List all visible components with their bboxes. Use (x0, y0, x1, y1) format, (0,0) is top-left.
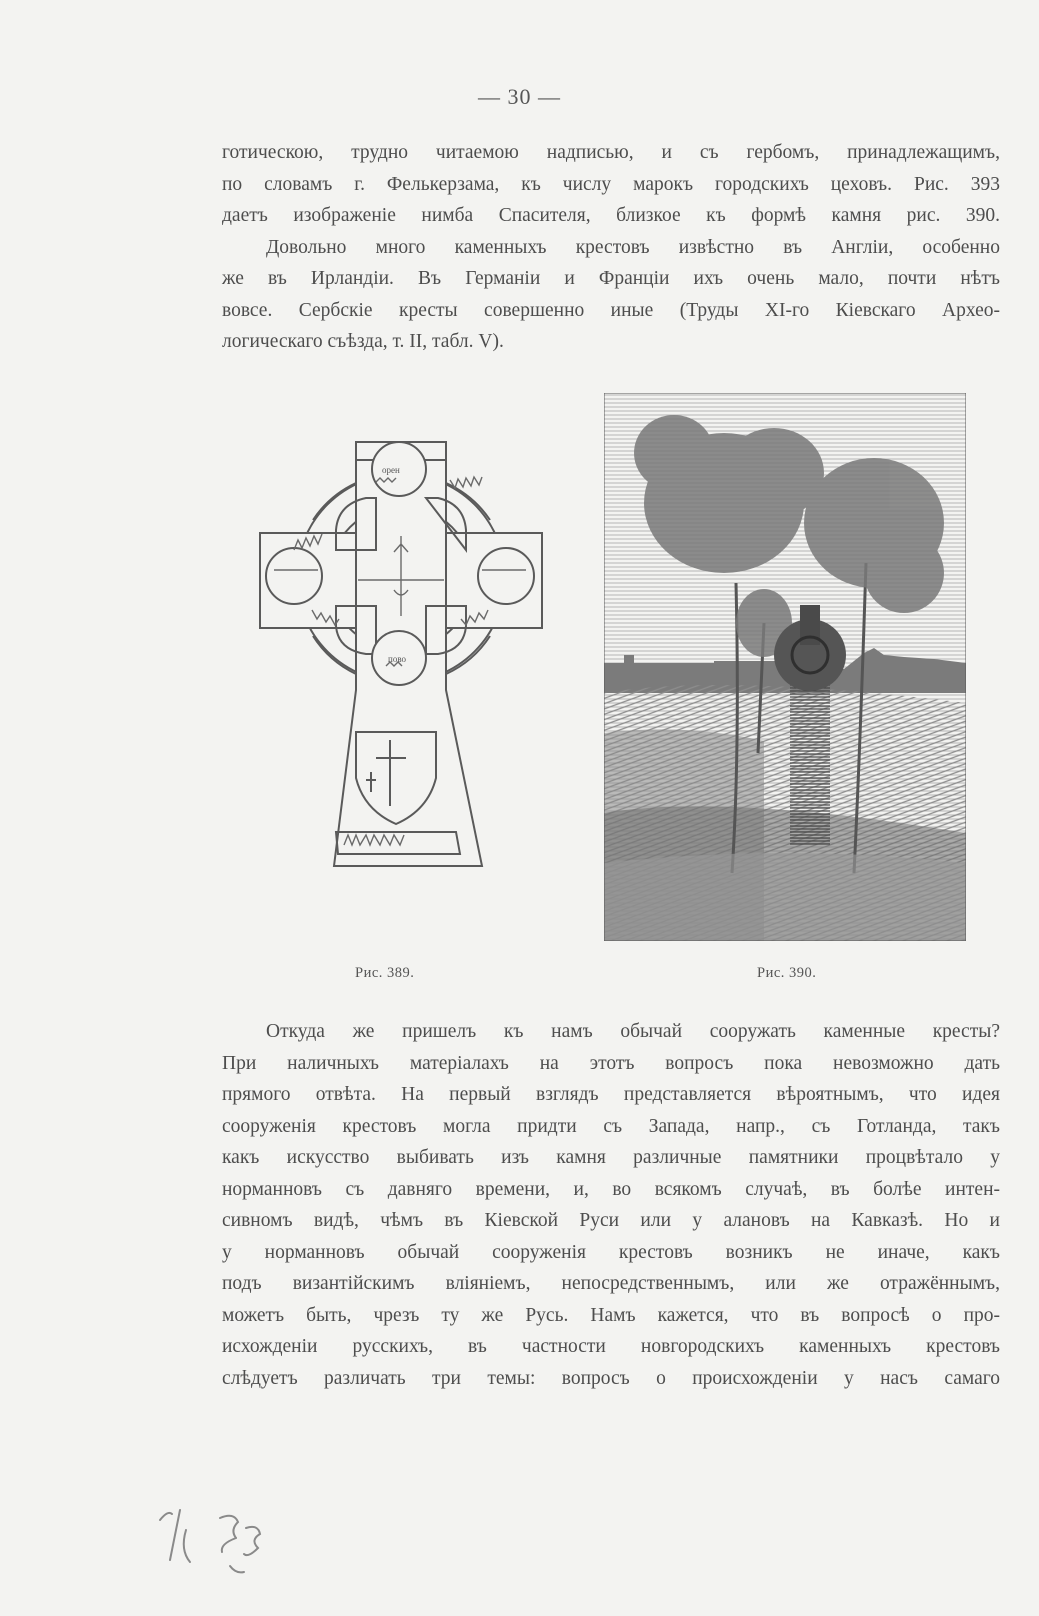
text-line: При наличныхъ матеріалахъ на этотъ вопросъ пока невозможно дать (222, 1052, 1000, 1074)
celtic-cross-drawing-icon (258, 440, 548, 890)
text-line: прямого отвѣта. На первый взглядъ представляется вѣроятнымъ, что идея (222, 1084, 1000, 1105)
figure-390 (604, 393, 966, 941)
text-line: у норманновъ обычай сооруженія крестовъ возникъ не иначе, какъ (222, 1241, 1000, 1263)
stone-cross-engraving-icon (604, 393, 966, 941)
page-number: — 30 — (478, 84, 561, 109)
figure-caption: Рис. 390. (757, 965, 817, 981)
medallion-label: орен (382, 465, 400, 475)
figure-caption: Рис. 389. (355, 965, 415, 981)
text-line: сооруженія крестовъ могла придти съ Запада, напр., съ Готланда, такъ (222, 1115, 1000, 1137)
text-line: даетъ изображеніе нимба Спасителя, близкое къ формѣ камня рис. 390. (222, 205, 1000, 226)
text-line: исхожденіи русскихъ, въ частности новгородскихъ каменныхъ крестовъ (222, 1336, 1000, 1357)
text-line: вовсе. Сербскіе кресты совершенно иные (Труды XI-го Кіевскаго Архео- (222, 299, 1000, 321)
text-line: какъ искусство выбивать изъ камня различные памятники процвѣтало у (222, 1147, 1000, 1168)
text-line: норманновъ съ давняго времени, и, во всякомъ случаѣ, въ болѣе интен- (222, 1178, 1000, 1200)
text-line: Довольно много каменныхъ крестовъ извѣстно въ Англіи, особенно (266, 236, 1000, 258)
medallion-label: пово (388, 654, 407, 664)
text-line: слѣдуетъ различать три темы: вопросъ о происхожденіи у насъ самаго (222, 1367, 1000, 1389)
text-line: Откуда же пришелъ къ намъ обычай сооружать каменные кресты? (266, 1021, 1000, 1042)
text-line: же въ Ирландіи. Въ Германіи и Франціи ихъ очень мало, почти нѣтъ (222, 268, 1000, 289)
paragraph-bottom (222, 1016, 1000, 1394)
text-line: логическаго съѣзда, т. II, табл. V). (222, 331, 504, 352)
paragraph-top (222, 137, 1000, 358)
text-line: можетъ быть, чрезъ ту же Русь. Намъ кажется, что въ вопросѣ о про- (222, 1304, 1000, 1326)
text-line: готическою, трудно читаемою надписью, и съ гербомъ, принадлежащимъ, (222, 142, 1000, 163)
text-line: по словамъ г. Фелькерзама, къ числу марокъ городскихъ цеховъ. Рис. 393 (222, 173, 1000, 195)
figure-389 (258, 440, 548, 890)
pencil-mark-icon (150, 1500, 280, 1580)
text-line: подъ византійскимъ вліяніемъ, непосредственнымъ, или же отражённымъ, (222, 1273, 1000, 1294)
text-line: сивномъ видѣ, чѣмъ въ Кіевской Руси или у алановъ на Кавказѣ. Но и (222, 1210, 1000, 1231)
handwritten-mark (150, 1500, 280, 1580)
